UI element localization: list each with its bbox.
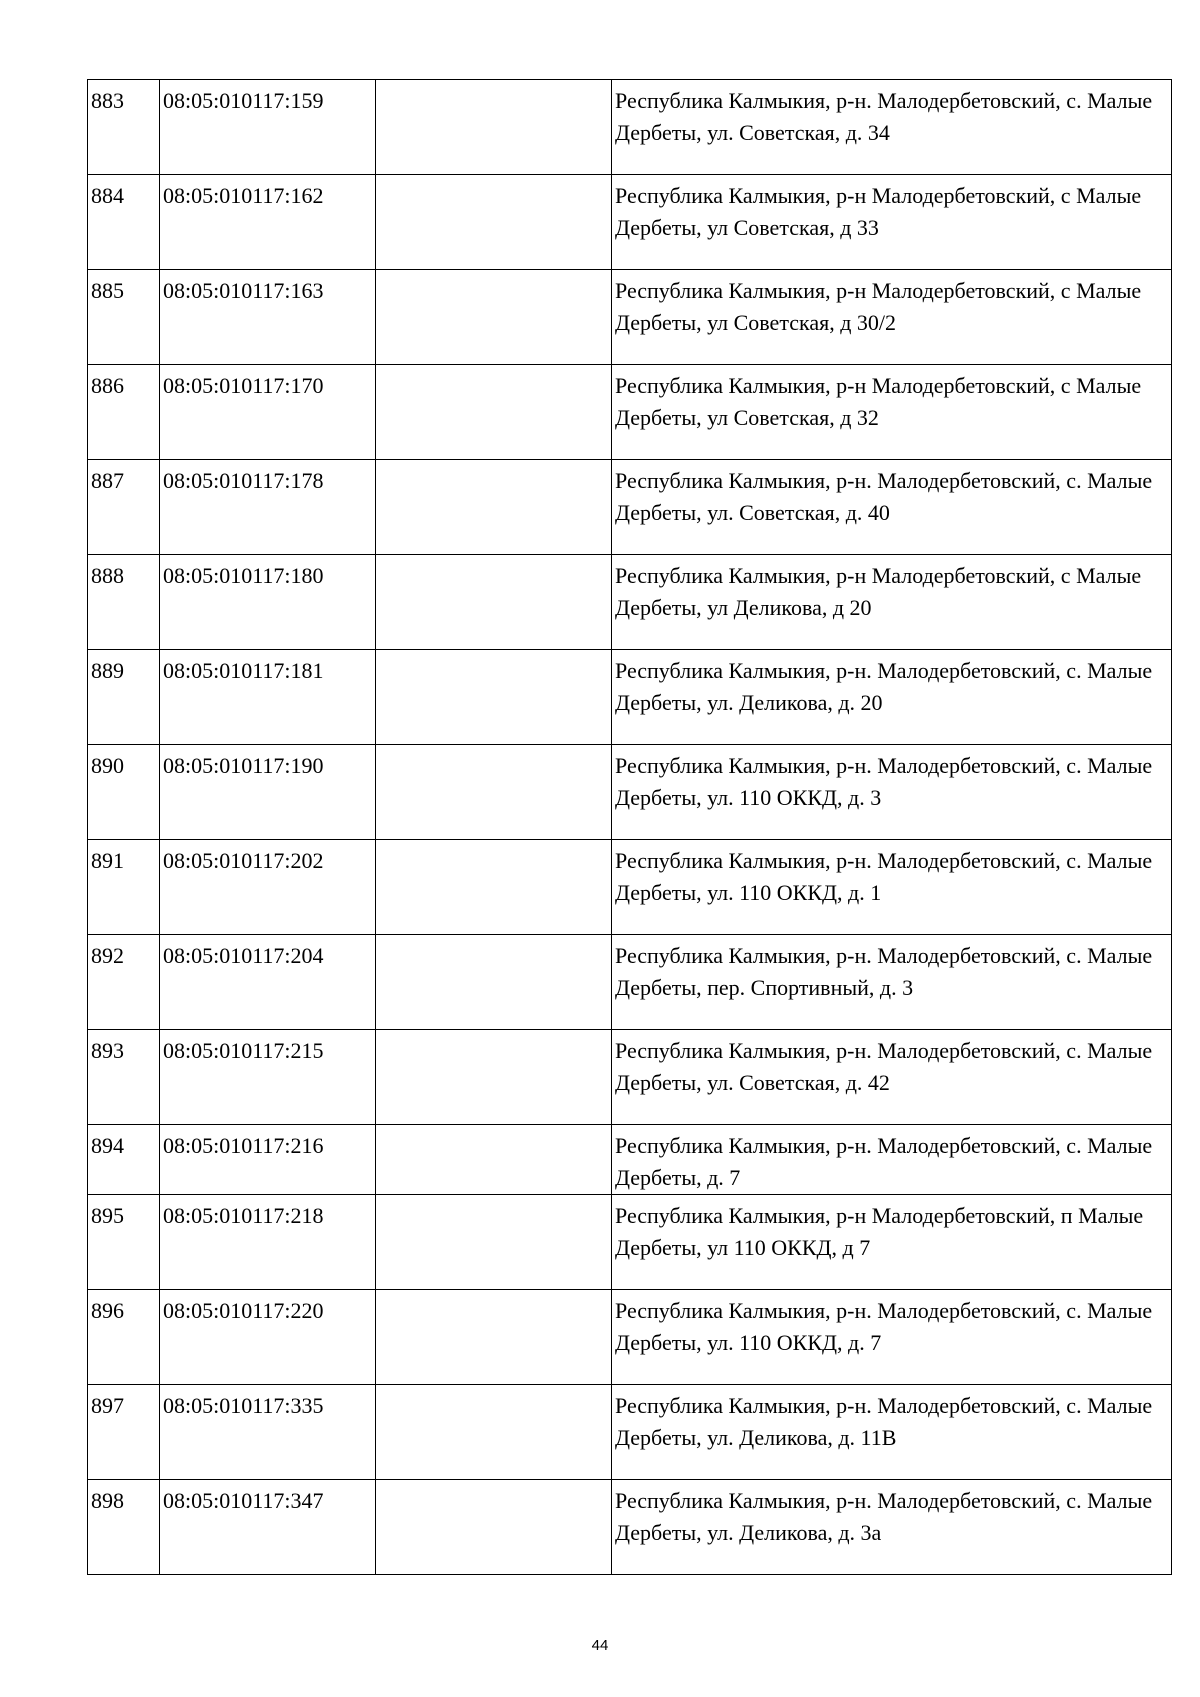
cadastral-number: 08:05:010117:159 [160, 80, 376, 175]
address-cell: Республика Калмыкия, р-н Малодербетовский, с Малые Дербеты, ул Советская, д 32 [612, 365, 1172, 460]
cadastral-number: 08:05:010117:218 [160, 1195, 376, 1290]
table-row [88, 365, 1172, 460]
row-number: 891 [88, 840, 160, 935]
address-cell: Республика Калмыкия, р-н. Малодербетовский, с. Малые Дербеты, ул. Деликова, д. 20 [612, 650, 1172, 745]
table-row [88, 745, 1172, 840]
row-number: 883 [88, 80, 160, 175]
table-row [88, 1385, 1172, 1480]
row-number: 886 [88, 365, 160, 460]
cadastral-number: 08:05:010117:220 [160, 1290, 376, 1385]
table-row [88, 1290, 1172, 1385]
empty-cell [376, 80, 612, 175]
empty-cell [376, 745, 612, 840]
row-number: 884 [88, 175, 160, 270]
cadastral-number: 08:05:010117:204 [160, 935, 376, 1030]
cadastral-number: 08:05:010117:170 [160, 365, 376, 460]
table-row [88, 840, 1172, 935]
table-row [88, 1480, 1172, 1575]
empty-cell [376, 175, 612, 270]
table-row [88, 80, 1172, 175]
table-row [88, 175, 1172, 270]
empty-cell [376, 365, 612, 460]
empty-cell [376, 1480, 612, 1575]
row-number: 898 [88, 1480, 160, 1575]
property-table [87, 79, 1172, 1575]
cadastral-number: 08:05:010117:180 [160, 555, 376, 650]
address-cell: Республика Калмыкия, р-н. Малодербетовский, с. Малые Дербеты, ул. Деликова, д. 3а [612, 1480, 1172, 1575]
empty-cell [376, 1385, 612, 1480]
empty-cell [376, 270, 612, 365]
row-number: 896 [88, 1290, 160, 1385]
table-row [88, 1125, 1172, 1195]
address-cell: Республика Калмыкия, р-н. Малодербетовский, с. Малые Дербеты, д. 7 [612, 1125, 1172, 1195]
cadastral-number: 08:05:010117:215 [160, 1030, 376, 1125]
empty-cell [376, 650, 612, 745]
table-row [88, 1030, 1172, 1125]
address-cell: Республика Калмыкия, р-н. Малодербетовский, с. Малые Дербеты, ул. Советская, д. 34 [612, 80, 1172, 175]
table-row [88, 460, 1172, 555]
row-number: 890 [88, 745, 160, 840]
row-number: 894 [88, 1125, 160, 1195]
row-number: 895 [88, 1195, 160, 1290]
cadastral-number: 08:05:010117:181 [160, 650, 376, 745]
address-cell: Республика Калмыкия, р-н. Малодербетовский, с. Малые Дербеты, пер. Спортивный, д. 3 [612, 935, 1172, 1030]
empty-cell [376, 460, 612, 555]
cadastral-number: 08:05:010117:216 [160, 1125, 376, 1195]
row-number: 893 [88, 1030, 160, 1125]
cadastral-number: 08:05:010117:163 [160, 270, 376, 365]
address-cell: Республика Калмыкия, р-н. Малодербетовский, с. Малые Дербеты, ул. 110 ОККД, д. 1 [612, 840, 1172, 935]
table-row [88, 935, 1172, 1030]
row-number: 885 [88, 270, 160, 365]
address-cell: Республика Калмыкия, р-н Малодербетовский, с Малые Дербеты, ул Советская, д 33 [612, 175, 1172, 270]
table-row [88, 555, 1172, 650]
row-number: 889 [88, 650, 160, 745]
empty-cell [376, 555, 612, 650]
cadastral-number: 08:05:010117:178 [160, 460, 376, 555]
empty-cell [376, 935, 612, 1030]
empty-cell [376, 1030, 612, 1125]
empty-cell [376, 1290, 612, 1385]
empty-cell [376, 1195, 612, 1290]
row-number: 897 [88, 1385, 160, 1480]
cadastral-number: 08:05:010117:335 [160, 1385, 376, 1480]
address-cell: Республика Калмыкия, р-н. Малодербетовский, с. Малые Дербеты, ул. Советская, д. 42 [612, 1030, 1172, 1125]
row-number: 892 [88, 935, 160, 1030]
address-cell: Республика Калмыкия, р-н. Малодербетовский, с. Малые Дербеты, ул. 110 ОККД, д. 7 [612, 1290, 1172, 1385]
cadastral-number: 08:05:010117:202 [160, 840, 376, 935]
row-number: 887 [88, 460, 160, 555]
empty-cell [376, 1125, 612, 1195]
address-cell: Республика Калмыкия, р-н Малодербетовский, п Малые Дербеты, ул 110 ОККД, д 7 [612, 1195, 1172, 1290]
cadastral-number: 08:05:010117:162 [160, 175, 376, 270]
address-cell: Республика Калмыкия, р-н. Малодербетовский, с. Малые Дербеты, ул. Советская, д. 40 [612, 460, 1172, 555]
address-cell: Республика Калмыкия, р-н Малодербетовский, с Малые Дербеты, ул Советская, д 30/2 [612, 270, 1172, 365]
page-number: 44 [591, 1637, 609, 1654]
address-cell: Республика Калмыкия, р-н Малодербетовский, с Малые Дербеты, ул Деликова, д 20 [612, 555, 1172, 650]
table-row [88, 1195, 1172, 1290]
address-cell: Республика Калмыкия, р-н. Малодербетовский, с. Малые Дербеты, ул. 110 ОККД, д. 3 [612, 745, 1172, 840]
row-number: 888 [88, 555, 160, 650]
address-cell: Республика Калмыкия, р-н. Малодербетовский, с. Малые Дербеты, ул. Деликова, д. 11В [612, 1385, 1172, 1480]
cadastral-number: 08:05:010117:347 [160, 1480, 376, 1575]
empty-cell [376, 840, 612, 935]
cadastral-number: 08:05:010117:190 [160, 745, 376, 840]
table-row [88, 650, 1172, 745]
table-row [88, 270, 1172, 365]
